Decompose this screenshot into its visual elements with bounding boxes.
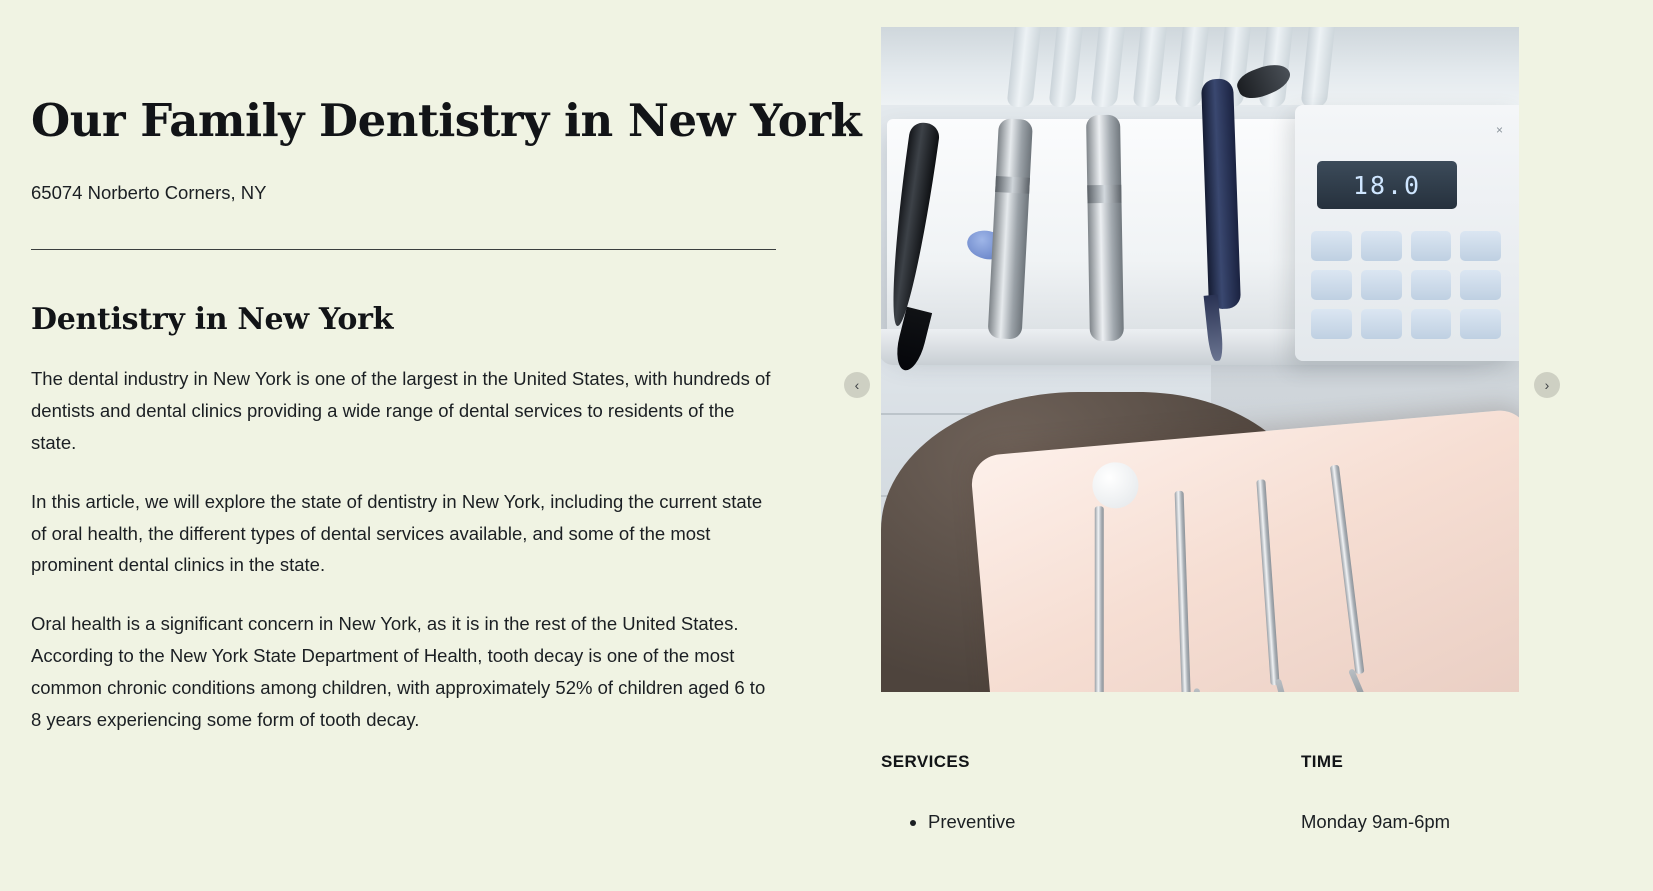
instrument-tip: [1275, 678, 1290, 692]
article-paragraph: In this article, we will explore the state of dentistry in New York, including the current state of oral health, the different types of dental services available, and some of the most prominent dental clinics in the state.: [31, 490, 763, 576]
handpiece-steel-2: [1086, 115, 1124, 342]
services-heading: SERVICES: [881, 752, 970, 771]
tool-bib: [969, 408, 1519, 692]
image-carousel[interactable]: [854, 27, 1550, 692]
dental-instrument: [1330, 465, 1365, 675]
time-column: [1301, 752, 1601, 843]
dental-mirror-head: [1091, 460, 1141, 510]
instrument-tip: [1190, 688, 1200, 692]
carousel-prev-icon[interactable]: ‹: [844, 372, 870, 398]
panel-brand: ×: [1495, 123, 1506, 137]
control-panel: [1295, 105, 1519, 361]
info-row: [881, 752, 1653, 843]
dental-instrument: [1256, 479, 1279, 685]
page-title: Our Family Dentistry in New York: [31, 94, 862, 147]
article-paragraph: Oral health is a significant concern in New York, as it is in the rest of the United States. According to the New York State Department of Health, tooth decay is one of the most common chronic conditions among children, with approximately 52% of children aged 6 to 8 years experiencing some form of tooth decay.: [31, 613, 766, 730]
time-value: Monday 9am-6pm: [1301, 811, 1451, 832]
carousel-photo: [881, 27, 1519, 692]
horizontal-divider: [31, 249, 776, 250]
panel-display: 18.0: [1317, 161, 1457, 209]
list-item: • Preventive: [928, 806, 1301, 837]
dental-instrument: [1175, 491, 1191, 692]
panel-keypad: [1311, 231, 1501, 339]
services-list: [881, 806, 1301, 837]
article-paragraph: The dental industry in New York is one of the largest in the United States, with hundreds of dentists and dental clinics providing a wide range of dental services to residents of the state.: [31, 368, 771, 454]
section-heading: Dentistry in New York: [31, 302, 394, 338]
time-heading: TIME: [1301, 752, 1344, 771]
media-column: [854, 0, 1653, 891]
services-column: [881, 752, 1301, 843]
carousel-next-icon[interactable]: ›: [1534, 372, 1560, 398]
clinic-address: 65074 Norberto Corners, NY: [31, 181, 267, 203]
dental-instrument: [1095, 506, 1104, 692]
